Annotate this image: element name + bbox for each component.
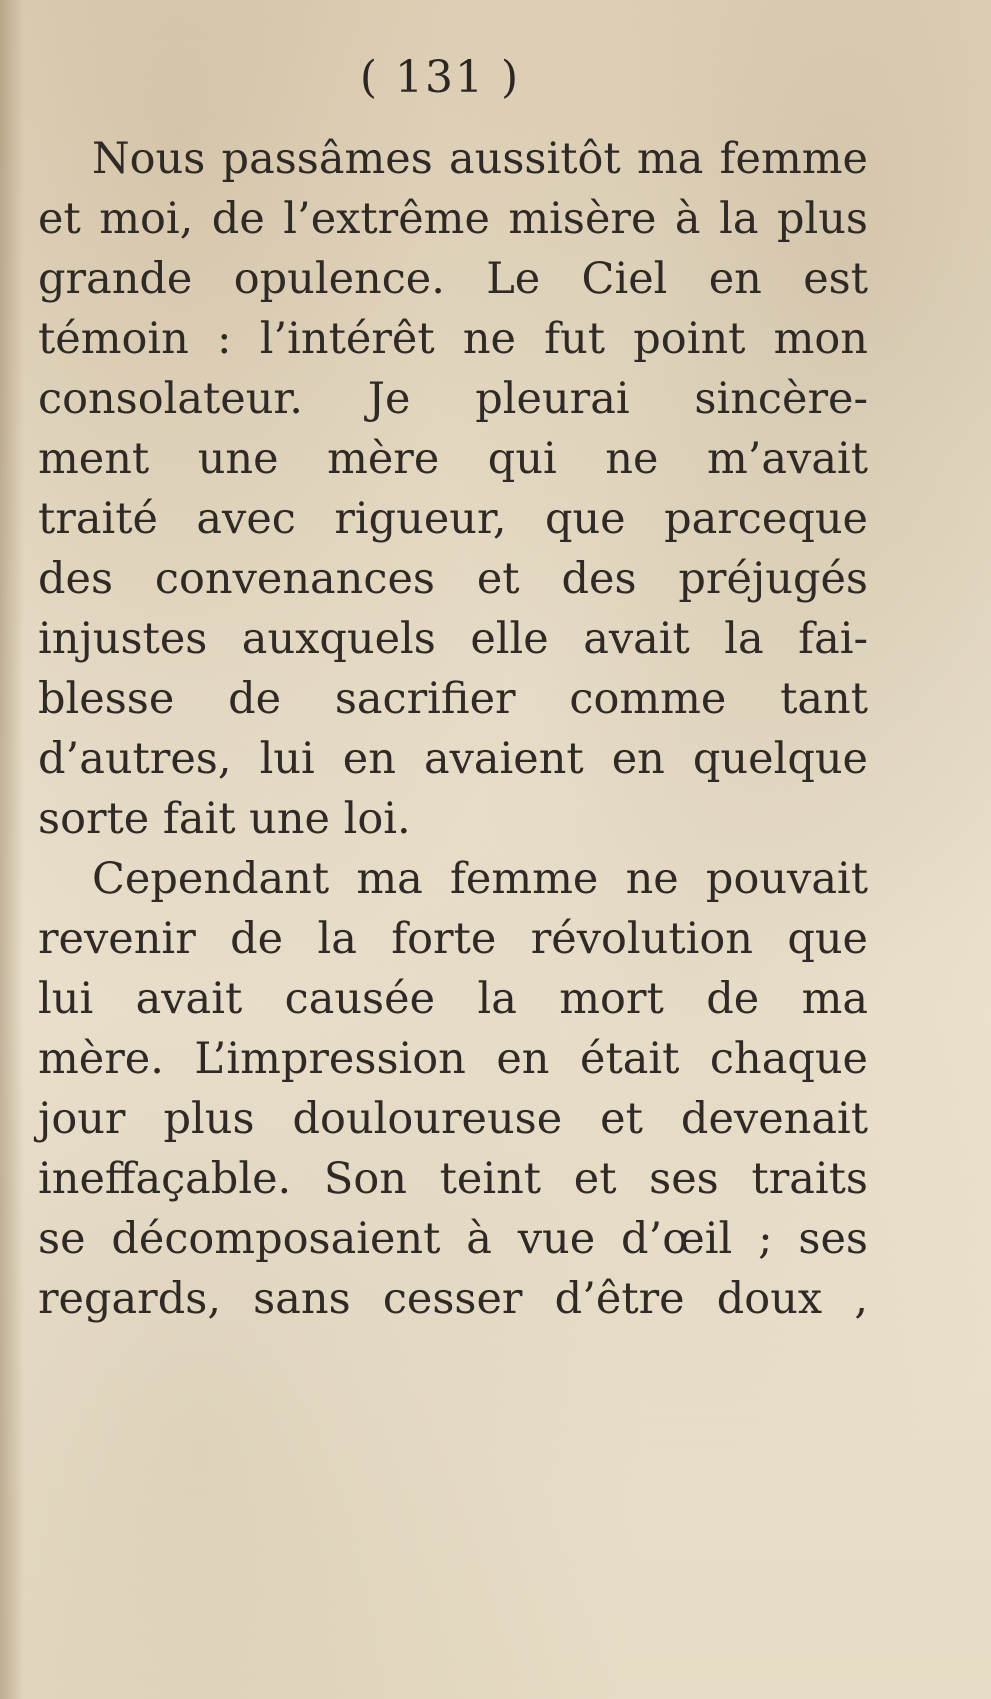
text-line: jour plus douloureuse et devenait bbox=[38, 1094, 868, 1144]
text-line: injustes auxquels elle avait la fai- bbox=[38, 614, 868, 664]
page-shadow-edge bbox=[0, 0, 24, 1699]
text-line: témoin : l’intérêt ne fut point mon bbox=[38, 314, 868, 364]
text-line: Cependant ma femme ne pouvait bbox=[92, 854, 868, 904]
text-line: traité avec rigueur, que parceque bbox=[38, 494, 868, 544]
text-line: ment une mère qui ne m’avait bbox=[38, 434, 868, 484]
text-line: mère. L’impression en était chaque bbox=[38, 1034, 868, 1084]
page-number: ( 131 ) bbox=[359, 52, 521, 103]
text-line: des convenances et des préjugés bbox=[38, 554, 868, 604]
text-line: se décomposaient à vue d’œil ; ses bbox=[38, 1214, 868, 1264]
text-line: ineffaçable. Son teint et ses traits bbox=[38, 1154, 868, 1204]
text-line: revenir de la forte révolution que bbox=[38, 914, 868, 964]
text-line: blesse de sacrifier comme tant bbox=[38, 674, 868, 724]
text-line: consolateur. Je pleurai sincère- bbox=[38, 374, 868, 424]
text-line: d’autres, lui en avaient en quelque bbox=[38, 734, 868, 784]
text-line: et moi, de l’extrême misère à la plus bbox=[38, 194, 868, 244]
text-line: sorte fait une loi. bbox=[38, 794, 411, 844]
text-line: regards, sans cesser d’être doux , bbox=[38, 1274, 868, 1324]
text-line: Nous passâmes aussitôt ma femme bbox=[92, 134, 868, 184]
text-line: lui avait causée la mort de ma bbox=[38, 974, 868, 1024]
text-line: grande opulence. Le Ciel en est bbox=[38, 254, 868, 304]
